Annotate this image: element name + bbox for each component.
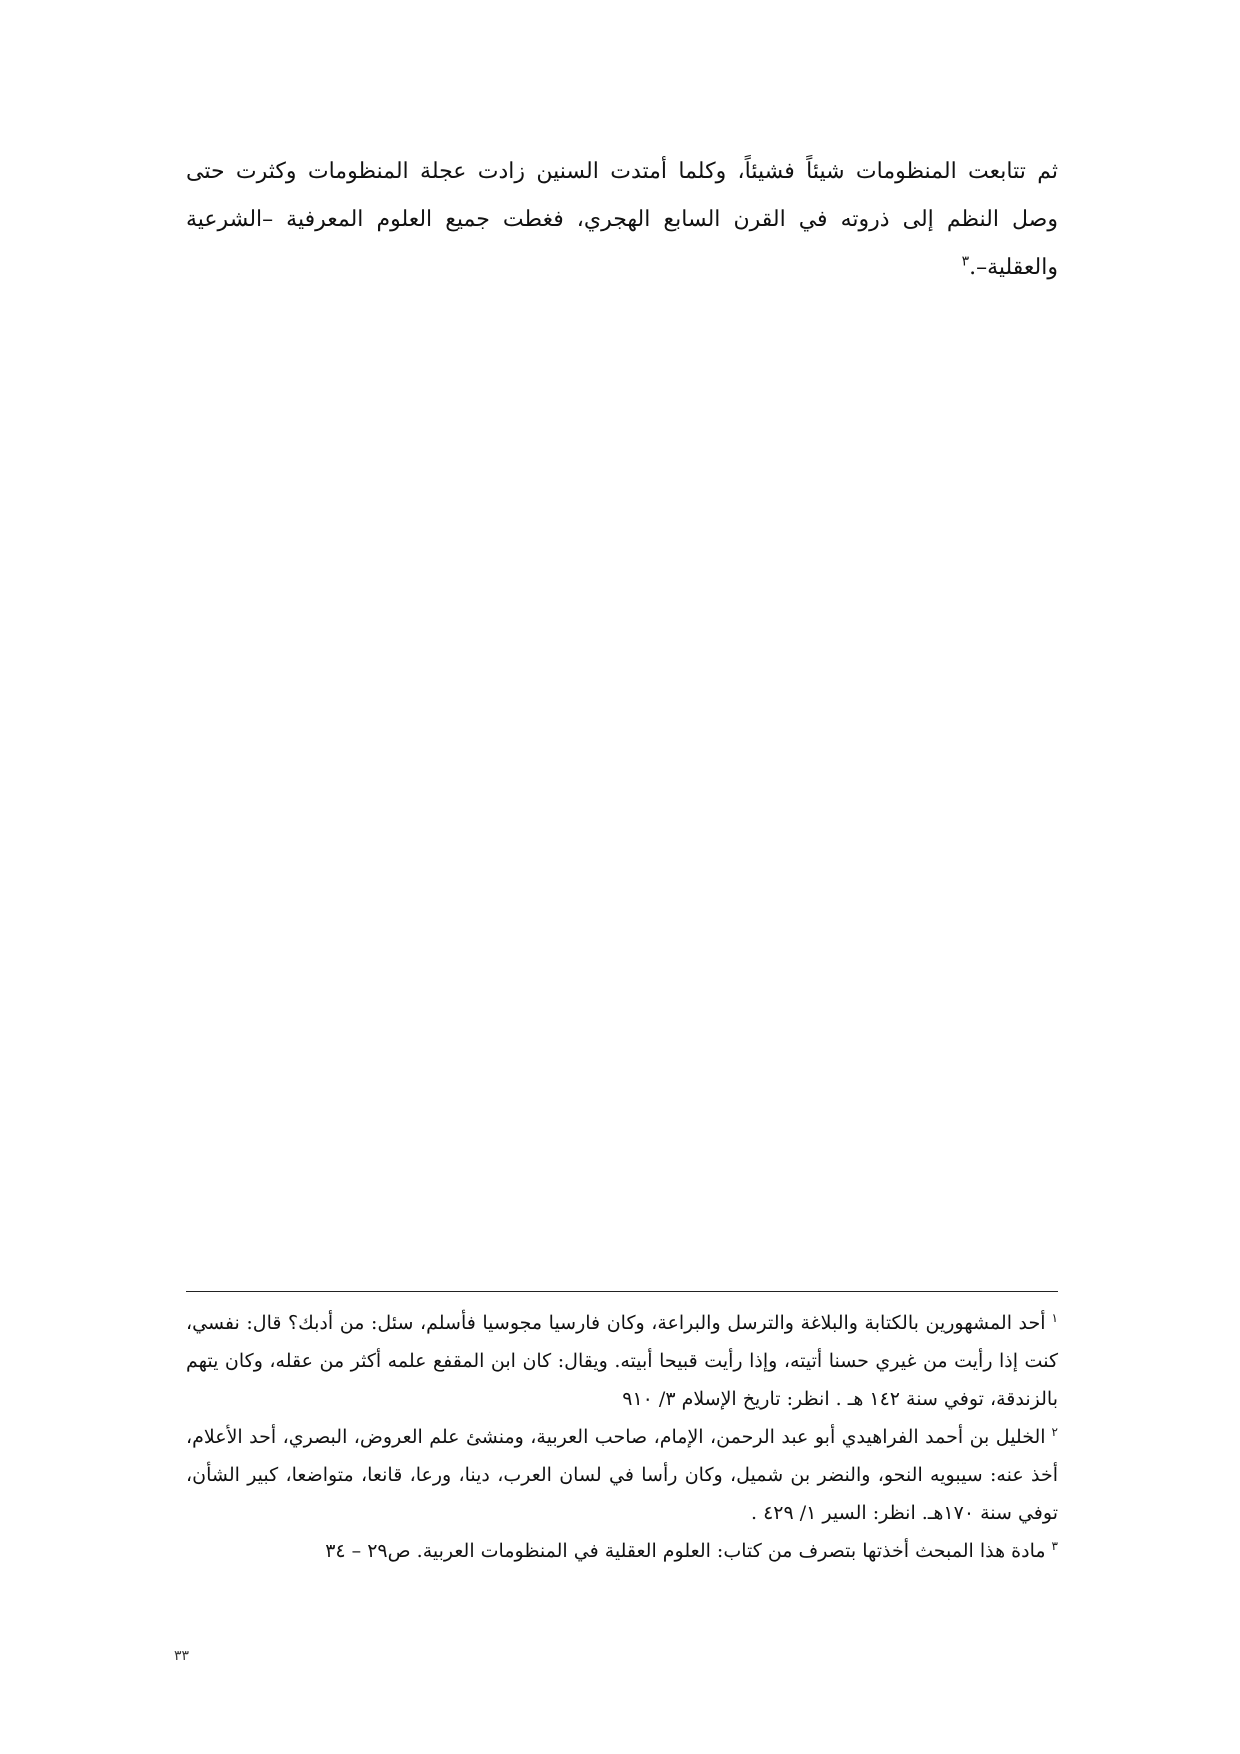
footnotes-section	[186, 1304, 1058, 1570]
body-paragraph	[186, 148, 1058, 292]
footnote-reference-3: ٣	[961, 253, 970, 270]
page-number: ٣٣	[173, 1648, 189, 1664]
footnote-separator	[186, 1291, 1058, 1292]
footnote-number: ١	[1051, 1310, 1058, 1325]
footnote-text: الخليل بن أحمد الفراهيدي أبو عبد الرحمن، الإمام، صاحب العربية، ومنشئ علم العروض، البصري، أحد الأعلام، أخذ عنه: سيبويه النحو، والنضر بن شميل، وكان رأسا في لسان العرب، دينا، ورعا، قانعا، متواضعا، كبير الشأن، توفي سنة ١٧٠هـ. انظر: السير ١/ ٤٢٩ .	[186, 1426, 1058, 1524]
body-paragraph-text: ثم تتابعت المنظومات شيئاً فشيئاً، وكلما أمتدت السنين زادت عجلة المنظومات وكثرت حتى وصل النظم إلى ذروته في القرن السابع الهجري، فغطت جميع العلوم المعرفية –الشرعية والعقلية–.	[186, 159, 1058, 280]
footnote-1	[186, 1304, 1058, 1418]
footnote-number: ٣	[1051, 1538, 1058, 1553]
footnote-3	[186, 1532, 1058, 1570]
footnote-text: مادة هذا المبحث أخذتها بتصرف من كتاب: العلوم العقلية في المنظومات العربية. ص٢٩ – ٣٤	[325, 1540, 1046, 1562]
footnote-text: أحد المشهورين بالكتابة والبلاغة والترسل والبراعة، وكان فارسيا مجوسيا فأسلم، سئل: من أدبك؟ قال: نفسي، كنت إذا رأيت من غيري حسنا أتيته، وإذا رأيت قبيحا أبيته. ويقال: كان ابن المقفع علمه أكثر من عقله، وكان يتهم بالزندقة، توفي سنة ١٤٢ هـ . انظر: تاريخ الإسلام ٣/ ٩١٠	[186, 1312, 1058, 1410]
footnote-2	[186, 1418, 1058, 1532]
footnote-number: ٢	[1051, 1424, 1058, 1439]
